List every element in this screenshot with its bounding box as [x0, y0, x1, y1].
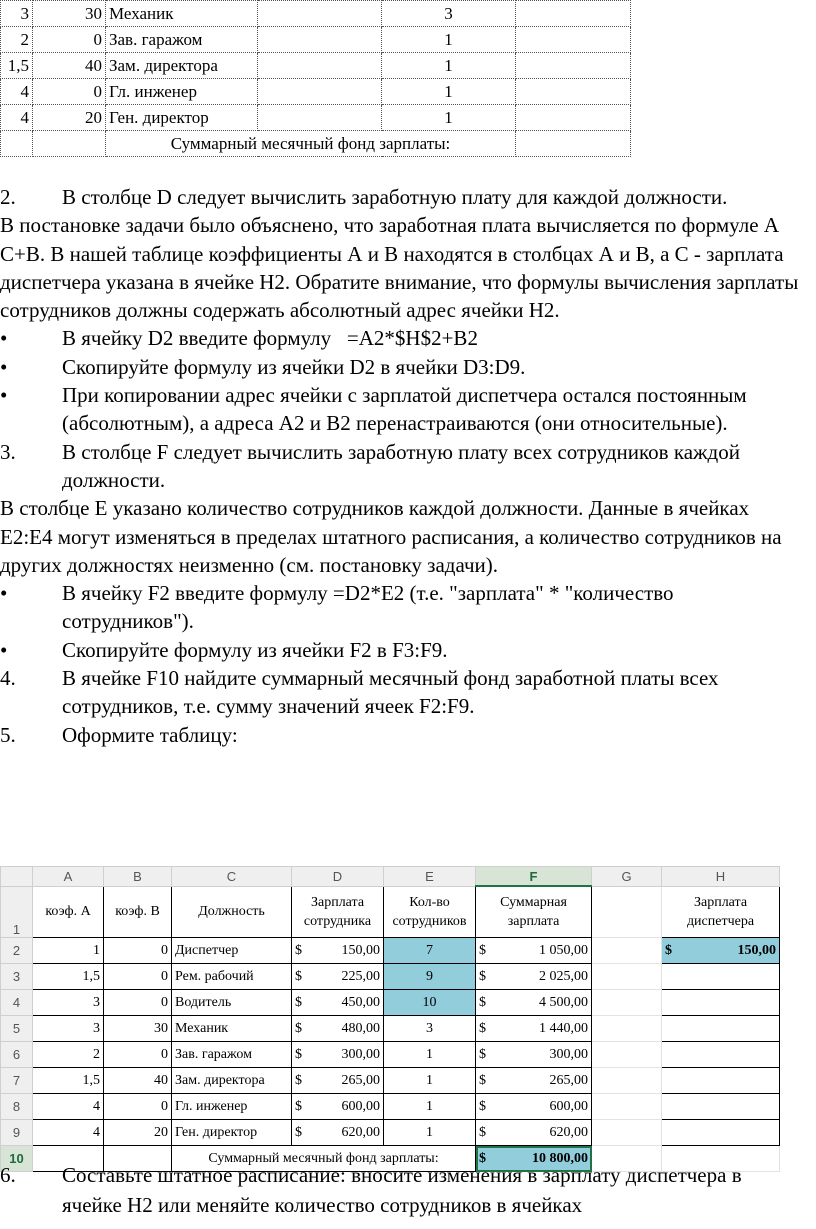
coef-b[interactable]: 0: [104, 1042, 172, 1068]
top-table-fragment: [0, 0, 631, 157]
empty-cell[interactable]: [662, 1094, 780, 1120]
currency-symbol: $: [295, 1098, 302, 1114]
salary-cell[interactable]: [292, 990, 384, 1016]
currency-symbol: $: [295, 994, 302, 1010]
table-row: [1, 964, 780, 990]
employee-count: 1: [382, 79, 516, 105]
coef-a: 2: [1, 27, 33, 53]
total-salary: 600,00: [549, 1098, 588, 1114]
currency-symbol: $: [665, 942, 672, 958]
step-5: [0, 721, 806, 749]
column-header-row: [1, 867, 780, 887]
bullet-text: В ячейку D2 введите формулу =A2*$H$2+B2: [62, 326, 478, 351]
empty-cell[interactable]: [662, 964, 780, 990]
header-count[interactable]: Кол-во сотрудников: [384, 886, 476, 938]
bullet-text: При копировании адрес ячейки с зарплатой диспетчера остался постоянным (абсолютным), а адреса А2 и В2 перенастраиваются (они относительные).: [62, 383, 747, 436]
coef-b: 0: [33, 79, 106, 105]
bullet-mark: •: [0, 354, 8, 379]
currency-symbol: $: [479, 1098, 486, 1114]
salary-cell[interactable]: [292, 1068, 384, 1094]
total-salary: 300,00: [549, 1046, 588, 1062]
table-row: [1, 1094, 780, 1120]
header-row: [1, 886, 780, 938]
position: Гл. инженер: [106, 79, 258, 105]
bullet-item-wrapped: [0, 579, 806, 636]
employee-count[interactable]: 3: [384, 1016, 476, 1042]
column-header-c[interactable]: C: [172, 867, 292, 887]
currency-symbol: $: [295, 968, 302, 984]
position[interactable]: Механик: [172, 1016, 292, 1042]
row-number[interactable]: 7: [1, 1068, 33, 1094]
total-value: 10 800,00: [532, 1150, 588, 1166]
coef-a: 4: [1, 79, 33, 105]
empty-cell: [258, 1, 382, 27]
table-row: [1, 990, 780, 1016]
employee-count: 1: [382, 53, 516, 79]
table-row: [1, 1068, 780, 1094]
header-coef-a[interactable]: коэф. А: [33, 886, 104, 938]
table-row: [1, 1120, 780, 1146]
empty-cell: [258, 105, 382, 131]
currency-symbol: $: [479, 968, 486, 984]
salary-cell[interactable]: [292, 938, 384, 964]
total-salary: 2 025,00: [539, 968, 588, 984]
column-header-f[interactable]: F: [476, 867, 592, 887]
empty-cell: [258, 79, 382, 105]
header-coef-b[interactable]: коэф. В: [104, 886, 172, 938]
salary-cell[interactable]: [292, 1120, 384, 1146]
column-header-a[interactable]: A: [33, 867, 104, 887]
currency-symbol: $: [479, 1124, 486, 1140]
bullet-text: Скопируйте формулу из ячейки D2 в ячейки D3:D9.: [62, 354, 526, 379]
coef-b: 40: [33, 53, 106, 79]
empty-cell[interactable]: [592, 1016, 662, 1042]
empty-cell[interactable]: [662, 1042, 780, 1068]
position: Ген. директор: [106, 105, 258, 131]
currency-symbol: $: [295, 1020, 302, 1036]
row-number[interactable]: 8: [1, 1094, 33, 1120]
column-header-e[interactable]: E: [384, 867, 476, 887]
total-salary-cell[interactable]: [476, 990, 592, 1016]
paragraph: В постановке задачи было объяснено, что заработная плата вычисляется по формуле А С+В. В нашей таблице коэффициенты А и В находятся в столбцах А и В, а С - зарплата диспетчера указана в ячейке Н2. Обратите внимание, что формулы вычисления зарплаты сотрудников должны содержать абсолютный адрес ячейки Н2.: [0, 213, 799, 323]
corner-cell[interactable]: [1, 867, 33, 887]
row-number[interactable]: 6: [1, 1042, 33, 1068]
position[interactable]: Гл. инженер: [172, 1094, 292, 1120]
step-text: В столбце D следует вычислить заработную плату для каждой должности.: [62, 185, 728, 209]
employee-count[interactable]: 1: [384, 1120, 476, 1146]
bullet-item: [0, 353, 806, 381]
coef-b[interactable]: 0: [104, 1094, 172, 1120]
empty-cell[interactable]: [662, 1120, 780, 1146]
empty-cell[interactable]: [592, 1042, 662, 1068]
employee-count[interactable]: 7: [384, 938, 476, 964]
column-header-g[interactable]: G: [592, 867, 662, 887]
coef-a[interactable]: 3: [33, 1016, 104, 1042]
salary: 620,00: [341, 1124, 380, 1140]
bullet-mark: •: [0, 637, 8, 662]
salary-cell[interactable]: [292, 1042, 384, 1068]
row-number[interactable]: 9: [1, 1120, 33, 1146]
employee-count: 1: [382, 105, 516, 131]
total-salary-cell[interactable]: [476, 938, 592, 964]
empty-cell: [33, 131, 106, 157]
header-salary[interactable]: Зарплата сотрудника: [292, 886, 384, 938]
spreadsheet-grid: [0, 866, 780, 1172]
empty-cell[interactable]: [592, 964, 662, 990]
empty-cell[interactable]: [592, 1094, 662, 1120]
empty-cell[interactable]: [592, 990, 662, 1016]
column-header-h[interactable]: H: [662, 867, 780, 887]
instructions-text: [0, 183, 806, 749]
empty-cell: [258, 53, 382, 79]
total-label: Суммарный месячный фонд зарплаты:: [106, 131, 516, 157]
salary-cell[interactable]: [292, 964, 384, 990]
coef-a[interactable]: 1,5: [33, 1068, 104, 1094]
currency-symbol: $: [295, 1124, 302, 1140]
currency-symbol: $: [295, 942, 302, 958]
dispatcher-salary-cell[interactable]: [662, 938, 780, 964]
coef-a: 3: [1, 1, 33, 27]
salary: 480,00: [341, 1020, 380, 1036]
empty-cell: [516, 131, 631, 157]
position[interactable]: Ген. директор: [172, 1120, 292, 1146]
total-salary: 620,00: [549, 1124, 588, 1140]
row-number[interactable]: 3: [1, 964, 33, 990]
empty-cell[interactable]: [662, 990, 780, 1016]
salary: 450,00: [341, 994, 380, 1010]
total-salary-cell[interactable]: [476, 1016, 592, 1042]
empty-cell: [1, 131, 33, 157]
empty-cell[interactable]: [662, 1068, 780, 1094]
step-number: 6.: [0, 1163, 16, 1187]
total-salary-cell[interactable]: [476, 1042, 592, 1068]
coef-b[interactable]: 0: [104, 964, 172, 990]
salary: 150,00: [341, 942, 380, 958]
step-number: 5.: [0, 722, 16, 747]
salary-cell[interactable]: [292, 1016, 384, 1042]
empty-cell: [516, 53, 631, 79]
coef-a[interactable]: 4: [33, 1094, 104, 1120]
empty-cell: [516, 1, 631, 27]
empty-cell[interactable]: [662, 1016, 780, 1042]
employee-count: 1: [382, 27, 516, 53]
coef-a[interactable]: 3: [33, 990, 104, 1016]
coef-b: 0: [33, 27, 106, 53]
currency-symbol: $: [479, 1072, 486, 1088]
bullet-item-wrapped: [0, 381, 806, 438]
step-text: Оформите таблицу:: [62, 722, 238, 747]
total-salary-cell[interactable]: [476, 1094, 592, 1120]
coef-a: 1,5: [1, 53, 33, 79]
empty-cell: [516, 27, 631, 53]
header-total-salary[interactable]: Суммарная зарплата: [476, 886, 592, 938]
row-number[interactable]: 4: [1, 990, 33, 1016]
bullet-mark: •: [0, 581, 8, 606]
table-row: [1, 1042, 780, 1068]
coef-a[interactable]: 2: [33, 1042, 104, 1068]
coef-b[interactable]: 20: [104, 1120, 172, 1146]
employee-count[interactable]: 9: [384, 964, 476, 990]
position[interactable]: Диспетчер: [172, 938, 292, 964]
bullet-item: [0, 324, 806, 352]
coef-b[interactable]: 30: [104, 1016, 172, 1042]
table-row: [1, 27, 631, 53]
salary: 225,00: [341, 968, 380, 984]
step-text: В ячейке F10 найдите суммарный месячный фонд заработной платы всех сотрудников, т.е. сумму значений ячеек F2:F9.: [62, 666, 719, 719]
table-row: [1, 105, 631, 131]
coef-a[interactable]: 1: [33, 938, 104, 964]
dispatcher-salary: 150,00: [737, 942, 776, 958]
bullet-text: В ячейку F2 введите формулу =D2*E2 (т.е. "зарплата" * "количество сотрудников").: [62, 581, 674, 634]
coef-b[interactable]: 40: [104, 1068, 172, 1094]
total-salary: 265,00: [549, 1072, 588, 1088]
position[interactable]: Рем. рабочий: [172, 964, 292, 990]
row-number[interactable]: 2: [1, 938, 33, 964]
bullet-text: Скопируйте формулу из ячейки F2 в F3:F9.: [62, 637, 448, 662]
column-header-b[interactable]: B: [104, 867, 172, 887]
position: Зав. гаражом: [106, 27, 258, 53]
coef-b[interactable]: 0: [104, 990, 172, 1016]
coef-a: 4: [1, 105, 33, 131]
total-row: [1, 131, 631, 157]
empty-cell[interactable]: [592, 886, 662, 938]
table-row: [1, 1016, 780, 1042]
table-row: [1, 938, 780, 964]
row-number[interactable]: 5: [1, 1016, 33, 1042]
position[interactable]: Зав. гаражом: [172, 1042, 292, 1068]
step-number: 4.: [0, 666, 16, 691]
total-salary-cell[interactable]: [476, 964, 592, 990]
row-number[interactable]: 10: [1, 1146, 33, 1172]
step-2: [0, 183, 806, 211]
currency-symbol: $: [479, 994, 486, 1010]
step-number: 2.: [0, 185, 16, 209]
employee-count: 3: [382, 1, 516, 27]
step-text: Составьте штатное расписание: вносите изменения в зарплату диспетчера в ячейке Н2 или меняйте количество сотрудников в ячейках: [62, 1163, 742, 1217]
table-row: [1, 53, 631, 79]
step-4: [0, 664, 806, 721]
paragraph: В столбце Е указано количество сотрудников каждой должности. Данные в ячейках Е2:Е4 могут изменяться в пределах штатного расписания, а количество сотрудников на других должностях неизменно (см. постановку задачи).: [0, 496, 782, 577]
table-row: [1, 79, 631, 105]
total-label[interactable]: Суммарный месячный фонд зарплаты:: [172, 1146, 476, 1172]
coef-b[interactable]: 0: [104, 938, 172, 964]
total-salary-cell[interactable]: [476, 1068, 592, 1094]
empty-cell[interactable]: [592, 1120, 662, 1146]
empty-cell: [258, 27, 382, 53]
empty-cell: [516, 79, 631, 105]
currency-symbol: $: [295, 1046, 302, 1062]
salary: 600,00: [341, 1098, 380, 1114]
column-header-d[interactable]: D: [292, 867, 384, 887]
empty-cell[interactable]: [592, 938, 662, 964]
step-6: [0, 1160, 806, 1220]
currency-symbol: $: [479, 942, 486, 958]
bullet-mark: •: [0, 383, 8, 408]
empty-cell: [516, 105, 631, 131]
position: Зам. директора: [106, 53, 258, 79]
salary-cell[interactable]: [292, 1094, 384, 1120]
header-dispatcher-salary[interactable]: Зарплата диспетчера: [662, 886, 780, 938]
step-3: [0, 438, 806, 495]
bullet-item: [0, 636, 806, 664]
step-6-paragraph: [0, 1160, 806, 1220]
total-salary-cell[interactable]: [476, 1120, 592, 1146]
employee-count[interactable]: 1: [384, 1094, 476, 1120]
step-text: В столбце F следует вычислить заработную плату всех сотрудников каждой должности.: [62, 439, 740, 492]
total-salary: 4 500,00: [539, 994, 588, 1010]
salary: 300,00: [341, 1046, 380, 1062]
employee-count[interactable]: 1: [384, 1068, 476, 1094]
row-number[interactable]: 1: [1, 886, 33, 938]
spreadsheet-image: [0, 866, 790, 1166]
coef-b: 20: [33, 105, 106, 131]
currency-symbol: $: [295, 1072, 302, 1088]
bullet-mark: •: [0, 326, 8, 351]
empty-cell[interactable]: [592, 1068, 662, 1094]
coef-a[interactable]: 4: [33, 1120, 104, 1146]
coef-b: 30: [33, 1, 106, 27]
total-salary: 1 440,00: [539, 1020, 588, 1036]
position[interactable]: Водитель: [172, 990, 292, 1016]
table-row: [1, 1, 631, 27]
employee-count[interactable]: 1: [384, 1042, 476, 1068]
position[interactable]: Зам. директора: [172, 1068, 292, 1094]
currency-symbol: $: [479, 1020, 486, 1036]
employee-count[interactable]: 10: [384, 990, 476, 1016]
currency-symbol: $: [479, 1150, 486, 1166]
currency-symbol: $: [479, 1046, 486, 1062]
step-number: 3.: [0, 439, 16, 464]
coef-a[interactable]: 1,5: [33, 964, 104, 990]
total-salary: 1 050,00: [539, 942, 588, 958]
salary: 265,00: [341, 1072, 380, 1088]
header-position[interactable]: Должность: [172, 886, 292, 938]
position: Механик: [106, 1, 258, 27]
